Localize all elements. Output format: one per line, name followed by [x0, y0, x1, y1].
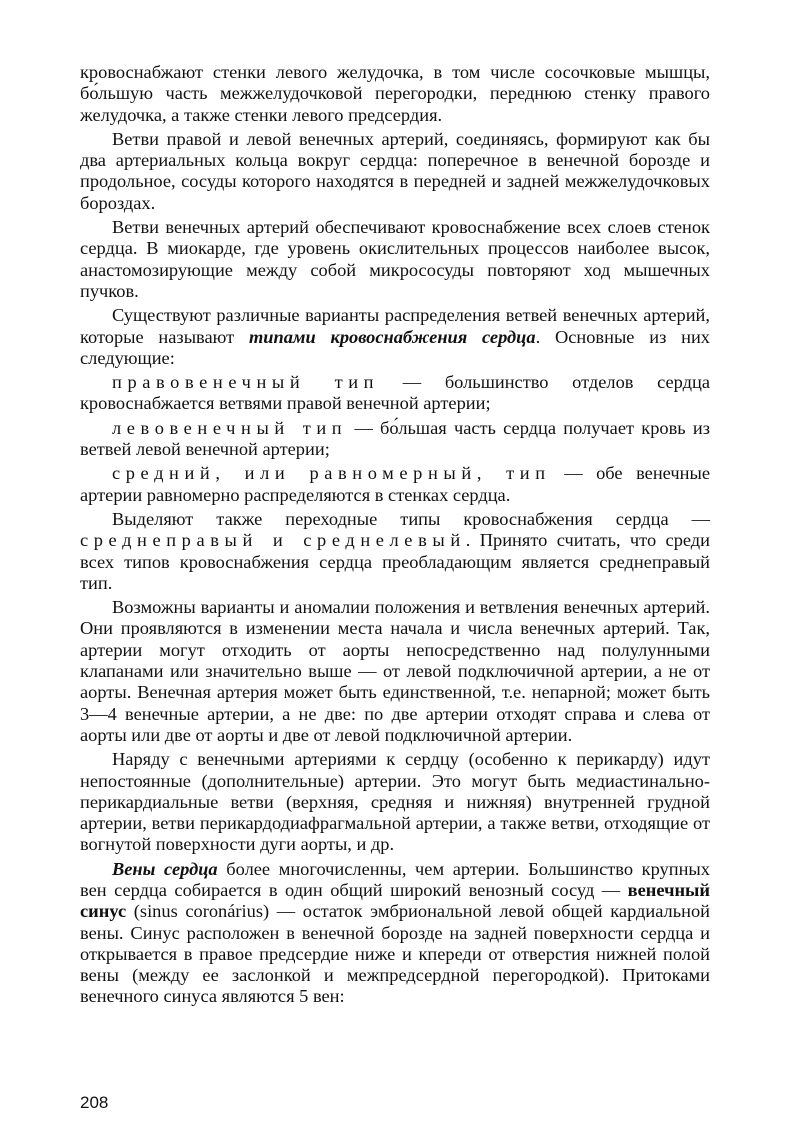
spaced-term: правовенечный тип: [112, 372, 380, 393]
text-segment: . Основные из них следующие:: [80, 326, 710, 368]
spaced-term: левовенечный тип: [112, 417, 348, 438]
paragraph: [80, 749, 710, 855]
text-segment: Возможны варианты и аномалии положения и ветвления венечных артерий. Они проявляются в изменении места начала и числа венечных артерий. Так, артерии могут отходить от аорты непосредственно над полулунными клапанами или значительно выше — от левой подключичной артерии, а не от аорты. Венечная артерия может быть единственной, т.е. непарной; может быть 3—4 венечные артерии, а не две: по две артерии отходят справа и слева от аорты или две от аорты и две от левой подключичной артерии.: [80, 597, 710, 745]
paragraph: [80, 129, 710, 214]
paragraph: [80, 418, 710, 461]
emphasis-term: типами кровоснабжения сердца: [248, 326, 536, 347]
text-segment: кровоснабжают стенки левого желудочка, в том числе сосочковые мышцы, бо́льшую часть межжелудочковой перегородки, переднюю стенку правого желудочка, а также стенки левого предсердия.: [80, 62, 710, 125]
text-segment: Существуют различные варианты распределения ветвей венечных артерий, которые называют: [80, 305, 710, 347]
paragraph: [80, 305, 710, 369]
text-segment: Ветви правой и левой венечных артерий, соединяясь, формируют как бы два артериальных кольца вокруг сердца: поперечное в венечной борозде и продольное, сосуды которого находятся в передней и задней межжелудочковых бороздах.: [80, 128, 710, 213]
paragraph: [80, 217, 710, 302]
text-segment: Ветви венечных артерий обеспечивают кровоснабжение всех слоев стенок сердца. В миокарде, где уровень окислительных процессов наиболее высок, анастомозирующие между собой микрососуды повторяют ход мышечных пучков.: [80, 217, 710, 301]
text-segment: — обе венечные артерии равномерно распределяются в стенках сердца.: [80, 463, 710, 505]
paragraph: [80, 62, 710, 126]
page-body: [80, 62, 710, 1011]
paragraph: [80, 859, 710, 1008]
page-number: 208: [80, 1093, 109, 1112]
spaced-term: среднеправый и среднелевый: [80, 530, 466, 551]
text-segment: — большинство отделов сердца кровоснабжается ветвями правой венечной артерии;: [80, 372, 710, 414]
emphasis-term: [249, 327, 536, 347]
text-segment: (sinus coronárius) — остаток эмбриональной левой общей кардиальной вены. Синус расположен в венечной борозде на задней поверхности сердца и открывается в правое предсердие ниже и кпереди от отверстия нижней полой вены (между ее заслонкой и межпредсердной перегородкой). Притоками венечного синуса являются 5 вен:: [80, 901, 710, 1007]
paragraph: [80, 597, 710, 746]
text-segment: — бо́льшая часть сердца получает кровь из ветвей левой венечной артерии;: [80, 417, 710, 460]
spaced-term: средний, или равномерный, тип: [112, 463, 551, 484]
text-segment: более многочисленны, чем артерии. Большинство крупных вен сердца собирается в один общий широкий венозный сосуд —: [80, 858, 710, 900]
paragraph: [80, 463, 710, 506]
emphasis-term: [112, 859, 218, 879]
text-segment: . Принято считать, что среди всех типов кровоснабжения сердца преобладающим является среднеправый тип.: [80, 530, 711, 593]
paragraph: [80, 509, 710, 594]
emphasis-term: Вены сердца: [112, 858, 218, 879]
paragraph: [80, 372, 710, 415]
bold-term: венечный синус: [80, 879, 710, 922]
text-segment: Выделяют также переходные типы кровоснабжения сердца —: [112, 508, 710, 529]
text-segment: Наряду с венечными артериями к сердцу (особенно к перикарду) идут непостоянные (дополнительные) артерии. Это могут быть медиастинально-перикардиальные ветви (верхняя, средняя и нижняя) внутренней грудной артерии, ветви перикардодиафрагмальной артерии, а также ветви, отходящие от вогнутой поверхности дуги аорты, и др.: [80, 749, 710, 855]
